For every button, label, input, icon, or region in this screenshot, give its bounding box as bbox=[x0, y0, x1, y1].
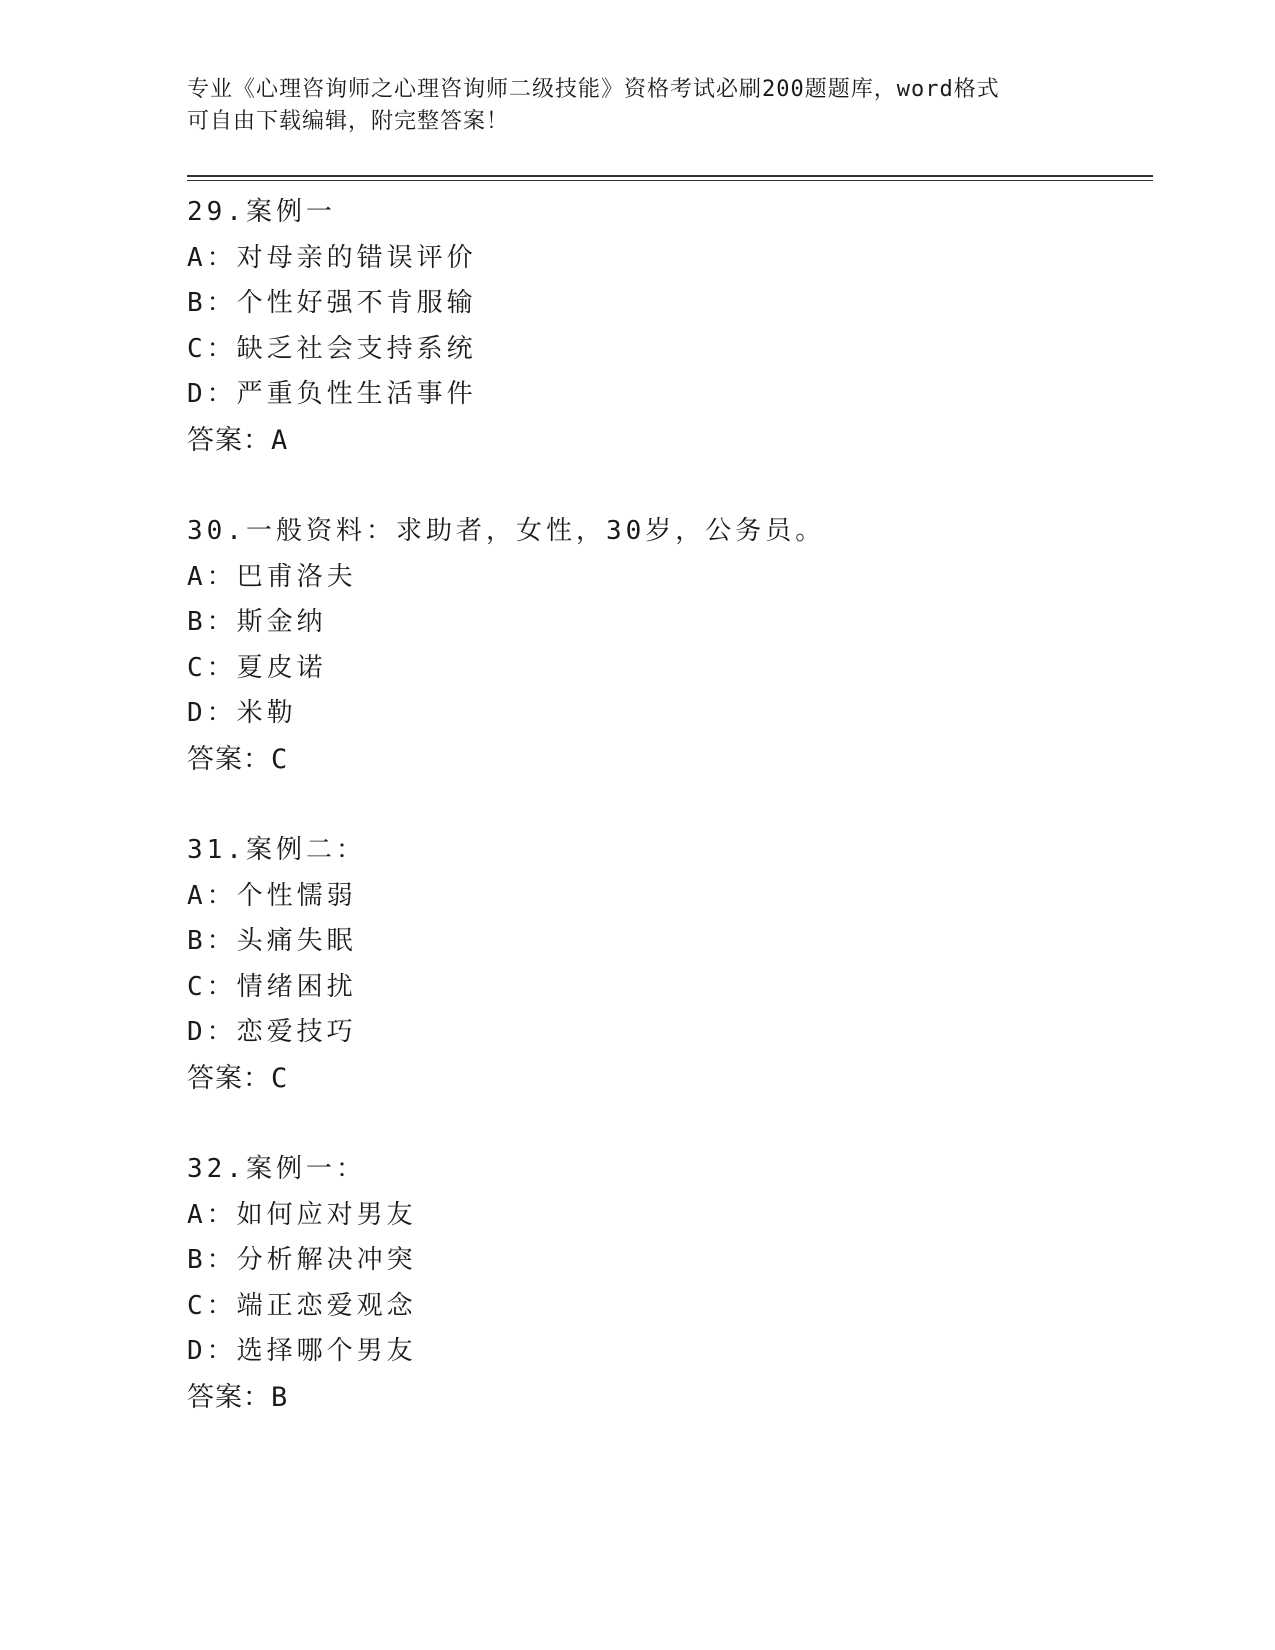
document-header bbox=[187, 74, 1067, 138]
option-d: D：恋爱技巧 bbox=[187, 1017, 357, 1047]
header-line-2: 可自由下载编辑，附完整答案！ bbox=[187, 109, 510, 134]
question-stem: 30.一般资料：求助者，女性，30岁，公务员。 bbox=[187, 516, 826, 546]
option-a: A：如何应对男友 bbox=[187, 1199, 417, 1230]
option-a: A：对母亲的错误评价 bbox=[187, 242, 477, 273]
question-stem: 29.案例一 bbox=[187, 197, 336, 227]
answer-line: 答案：C bbox=[187, 1062, 289, 1094]
option-a: A：巴甫洛夫 bbox=[187, 561, 357, 592]
option-d: D：选择哪个男友 bbox=[187, 1336, 417, 1366]
header-divider bbox=[187, 175, 1153, 181]
option-b: B：斯金纳 bbox=[187, 607, 327, 637]
option-d: D：米勒 bbox=[187, 698, 297, 728]
option-c: C：情绪困扰 bbox=[187, 971, 357, 1002]
option-c: C：夏皮诺 bbox=[187, 652, 327, 683]
answer-line: 答案：A bbox=[187, 424, 289, 456]
header-line-1: 专业《心理咨询师之心理咨询师二级技能》资格考试必刷200题题库，word格式 bbox=[187, 77, 1000, 102]
answer-line: 答案：C bbox=[187, 743, 289, 775]
option-c: C：端正恋爱观念 bbox=[187, 1290, 417, 1321]
option-b: B：个性好强不肯服输 bbox=[187, 288, 477, 318]
question-stem: 32.案例一： bbox=[187, 1154, 366, 1184]
answer-line: 答案：B bbox=[187, 1381, 289, 1413]
question-32 bbox=[187, 1147, 1147, 1420]
question-30 bbox=[187, 509, 1147, 782]
option-a: A：个性懦弱 bbox=[187, 880, 357, 911]
question-list bbox=[187, 190, 1147, 1466]
option-b: B：头痛失眠 bbox=[187, 926, 357, 956]
option-b: B：分析解决冲突 bbox=[187, 1245, 417, 1275]
question-31 bbox=[187, 828, 1147, 1101]
question-29 bbox=[187, 190, 1147, 463]
question-stem: 31.案例二： bbox=[187, 835, 366, 865]
option-c: C：缺乏社会支持系统 bbox=[187, 333, 477, 364]
option-d: D：严重负性生活事件 bbox=[187, 379, 477, 409]
